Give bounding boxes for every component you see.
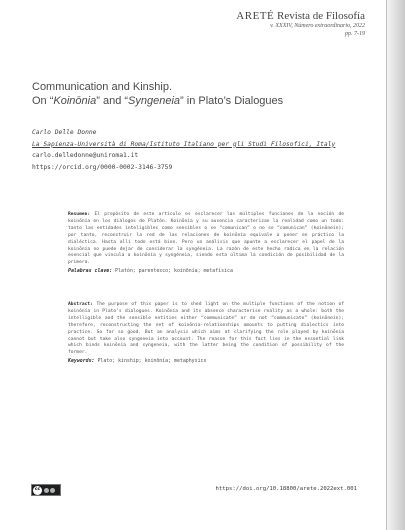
keywords-es [68, 268, 344, 275]
abstract-en-text: The purpose of this paper is to shed light on the multiple functions of the notion of koinōnía in Plato’s dialogues. Koinōnía and its absence characterise reality as a whole: both the intelligible and the sensible entities either “communicate” or do not “communicate” (koinōneín); therefore, reconstructing the net of koinōnía-relationships amounts to putting dialectics into practice. So far so good. But an analysis which aims at clarifying the role played by koinōnía cannot but take also syngeneia into account. The reason for this fact lies in the essential link which binds koinōnía and syngeneia, with the latter being the condition of possibility of the former. [68, 302, 344, 356]
cc-attribution-icons [44, 488, 55, 493]
title-line-2 [32, 94, 362, 108]
abstract-en-body [68, 302, 344, 357]
journal-line [236, 10, 365, 22]
keywords-es-label: Palabras clave: [68, 268, 113, 275]
article-title [32, 80, 362, 108]
abstract-es-label: Resumen: [68, 212, 91, 217]
abstract-es-text: El propósito de este artículo es esclarecer las múltiples funciones de la noción de koinōnía en los diálogos de Platón. Koinōnía y su ausencia caracterizan la realidad como un todo: tanto las entidades inteligibles como sensibles o se “comunican” o no se “comunican” (koinōneín); por tanto, reconstruir la red de las relaciones de koinōnía equivale a poner en práctico la dialéctica. Hasta allí todo está bien. Pero un análisis que apunte a esclarecer el papel de la koinōnía no puede dejar de considerar la syngéneia. La razón de este hecho radica en la relación esencial que vincula a koinōnía y syngéneia, siendo esta última la condición de posibilidad de la primera. [68, 212, 344, 266]
author-block [32, 127, 372, 173]
cc-icon: cc [33, 486, 42, 495]
cc-license-badge[interactable] [31, 484, 61, 496]
title-text: On “ [32, 95, 54, 107]
keywords-en-label: Keywords: [68, 358, 95, 365]
abstract-spanish [68, 212, 344, 275]
keywords-en [68, 358, 344, 365]
author-email[interactable]: carlo.delledonne@uniroma1.it [32, 152, 139, 159]
title-line-1: Communication and Kinship. [32, 81, 173, 93]
journal-header [236, 10, 365, 37]
title-term-syngeneia: Syngeneia [128, 95, 181, 107]
page-range: pp. 7-19 [345, 31, 365, 37]
abstract-english [68, 302, 344, 365]
page-edge-shadow [387, 0, 405, 530]
author-affiliation: La Sapienza-Università di Roma/Istituto Italiano per gli Studi Filosofici, Italy [32, 140, 336, 148]
keywords-en-text: Plato; kinship; koinōnía; metaphysics [97, 358, 207, 365]
abstract-es-body [68, 212, 344, 267]
title-text: ” in Plato’s Dialogues [180, 95, 284, 107]
author-orcid-link[interactable]: https://orcid.org/0000-0002-3146-3759 [32, 163, 173, 171]
nc-icon [50, 488, 55, 493]
title-term-koinonia: Koinōnia [53, 95, 97, 107]
by-icon [44, 488, 49, 493]
abstract-en-label: Abstract: [68, 302, 93, 307]
journal-name: ARETÉ [236, 10, 275, 22]
volume-info: v. XXXIV, Número extraordinario, 2022 [270, 23, 365, 29]
author-name: Carlo Delle Donne [32, 129, 97, 136]
journal-subtitle: Revista de Filosofía [277, 10, 365, 22]
title-text: ” and “ [96, 95, 129, 107]
keywords-es-text: Platón; parentesco; koinōnía; metafísica [115, 268, 233, 275]
doi-link[interactable]: https://doi.org/10.18800/arete.2022ext.001 [215, 486, 357, 492]
